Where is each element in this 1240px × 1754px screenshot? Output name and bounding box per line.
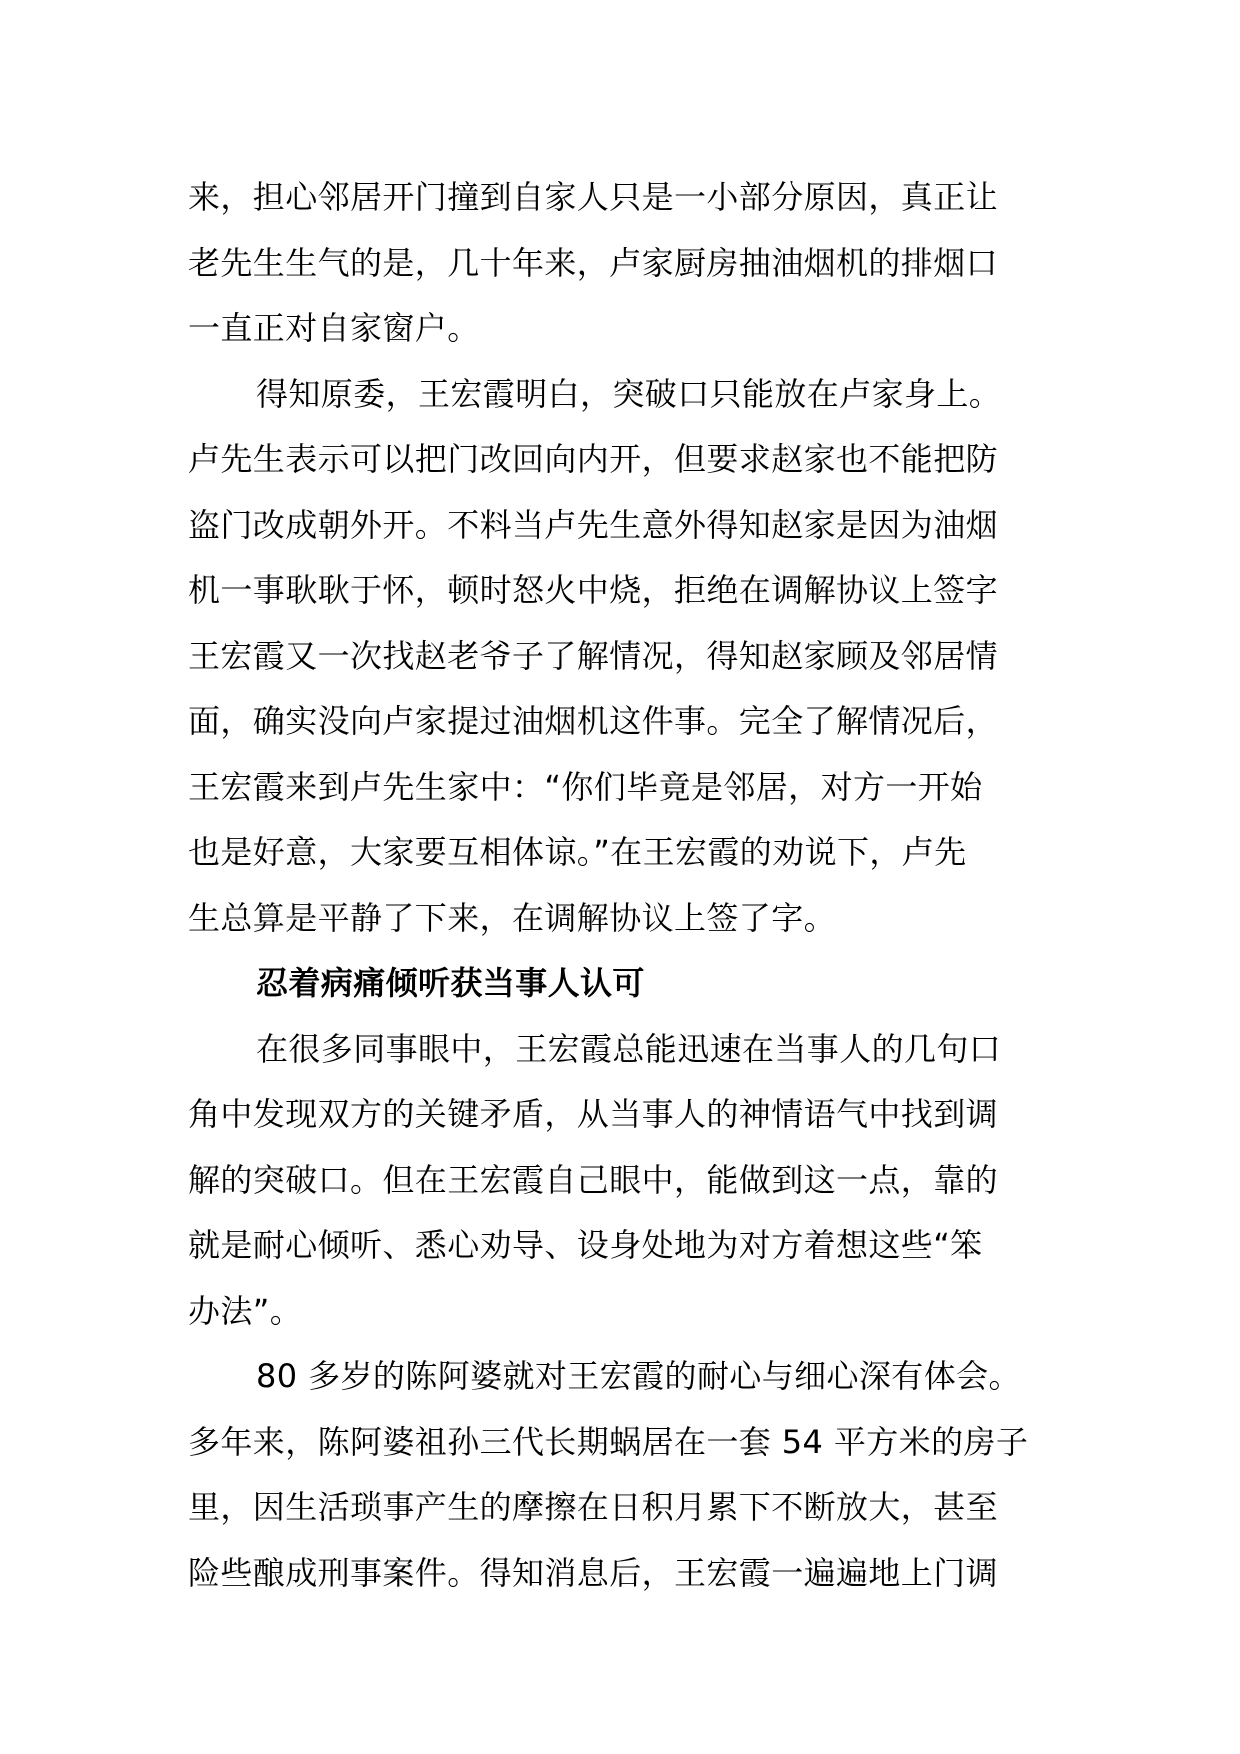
text-line: 险些酿成刑事案件。得知消息后，王宏霞一遍遍地上门调 (188, 1553, 999, 1592)
paragraph-start-line: 80 多岁的陈阿婆就对王宏霞的耐心与细心深有体会。 (256, 1357, 1021, 1395)
paragraph-start-line: 得知原委，王宏霞明白，突破口只能放在卢家身上。 (256, 374, 1002, 413)
text-line: 卢先生表示可以把门改回向内开，但要求赵家也不能把防 (188, 440, 999, 478)
text-line: 就是耐心倾听、悉心劝导、设身处地为对方着想这些“笨 (188, 1226, 983, 1264)
text-line: 也是好意，大家要互相体谅。”在王宏霞的劝说下，卢先 (188, 833, 967, 871)
text-line: 老先生生气的是，几十年来，卢家厨房抽油烟机的排烟口 (188, 243, 999, 282)
text-line: 角中发现双方的关键矛盾，从当事人的神情语气中找到调 (188, 1095, 999, 1133)
text-line: 王宏霞来到卢先生家中：“你们毕竟是邻居，对方一开始 (188, 767, 983, 806)
text-line: 盗门改成朝外开。不料当卢先生意外得知赵家是因为油烟 (188, 505, 999, 544)
text-line: 生总算是平静了下来，在调解协议上签了字。 (188, 898, 837, 937)
text-line: 机一事耿耿于怀，顿时怒火中烧，拒绝在调解协议上签字 (188, 571, 999, 609)
text-line: 一直正对自家窗户。 (188, 309, 480, 347)
article-body (188, 165, 1058, 1606)
text-line: 办法”。 (188, 1291, 303, 1330)
text-line: 多年来，陈阿婆祖孙三代长期蜗居在一套 54 平方米的房子 (188, 1422, 1029, 1461)
text-line: 王宏霞又一次找赵老爷子了解情况，得知赵家顾及邻居情 (188, 636, 999, 675)
paragraph-start-line: 在很多同事眼中，王宏霞总能迅速在当事人的几句口 (256, 1029, 1002, 1068)
section-heading: 忍着病痛倾听获当事人认可 (256, 964, 645, 1002)
text-line: 来，担心邻居开门撞到自家人只是一小部分原因，真正让 (188, 178, 999, 216)
text-line: 里，因生活琐事产生的摩擦在日积月累下不断放大，甚至 (188, 1488, 999, 1526)
text-line: 解的突破口。但在王宏霞自己眼中，能做到这一点，靠的 (188, 1160, 999, 1199)
text-line: 面，确实没向卢家提过油烟机这件事。完全了解情况后， (188, 702, 999, 740)
